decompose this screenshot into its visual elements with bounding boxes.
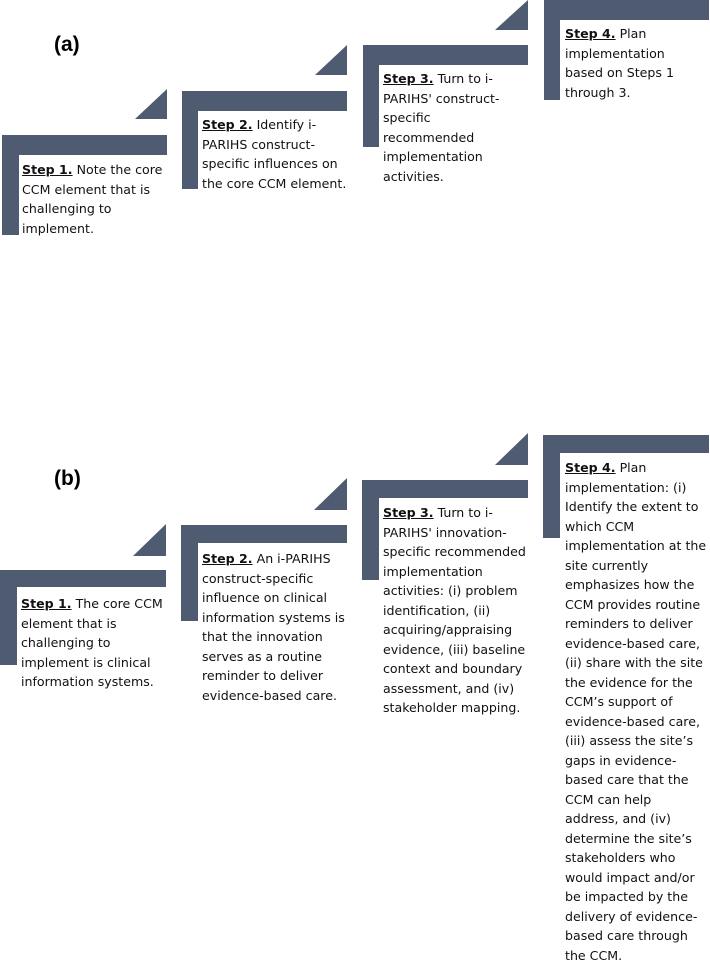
- step-title: Step 3.: [383, 505, 434, 520]
- step-description: An i-PARIHS construct-specific influence on clinical information systems is that the innovation serves as a routine reminder to deliver evidence-based care.: [202, 551, 345, 703]
- panel-a-label: (a): [54, 33, 80, 56]
- panel-b-step-3-text: [383, 503, 526, 718]
- step-description: Turn to i-PARIHS' innovation-specific recommended implementation activities: (i) problem identification, (ii) acquiring/appraising evidence, (iii) baseline context and boundary assessment, and (iv) stakeholder mapping.: [383, 505, 526, 715]
- step-title: Step 2.: [202, 117, 253, 132]
- step-description: Plan implementation: (i) Identify the extent to which CCM implementation at the site currently emphasizes how the CCM provides routine reminders to deliver evidence-based care, (ii) share with the site the evidence for the CCM’s support of evidence-based care, (iii) assess the site’s gaps in evidence-based care that the CCM can help address, and (iv) determine the site’s stakeholders who would impact and/or be impacted by the delivery of evidence-based care through the CCM.: [565, 460, 707, 963]
- step-title: Step 4.: [565, 26, 616, 41]
- step-title: Step 2.: [202, 551, 253, 566]
- panel-b-label: (b): [54, 467, 81, 490]
- step-description: The core CCM element that is challenging to implement is clinical information systems.: [21, 596, 163, 689]
- panel-b-step-2-text: [202, 549, 347, 705]
- step-description: Plan implementation based on Steps 1 through 3.: [565, 26, 674, 100]
- step-title: Step 1.: [22, 162, 73, 177]
- panel-a-step-3-text: [383, 69, 525, 186]
- panel-b-step-1-text: [21, 594, 166, 692]
- step-title: Step 4.: [565, 460, 616, 475]
- step-title: Step 3.: [383, 71, 434, 86]
- panel-b-step-4-text: [565, 458, 708, 965]
- step-description: Identify i-PARIHS construct-specific influences on the core CCM element.: [202, 117, 347, 191]
- step-description: Note the core CCM element that is challenging to implement.: [22, 162, 163, 236]
- panel-a-step-2-text: [202, 115, 347, 193]
- panel-a-step-1-text: [22, 160, 164, 238]
- step-description: Turn to i-PARIHS' construct-specific recommended implementation activities.: [383, 71, 500, 184]
- step-title: Step 1.: [21, 596, 72, 611]
- panel-a-step-4-text: [565, 24, 705, 102]
